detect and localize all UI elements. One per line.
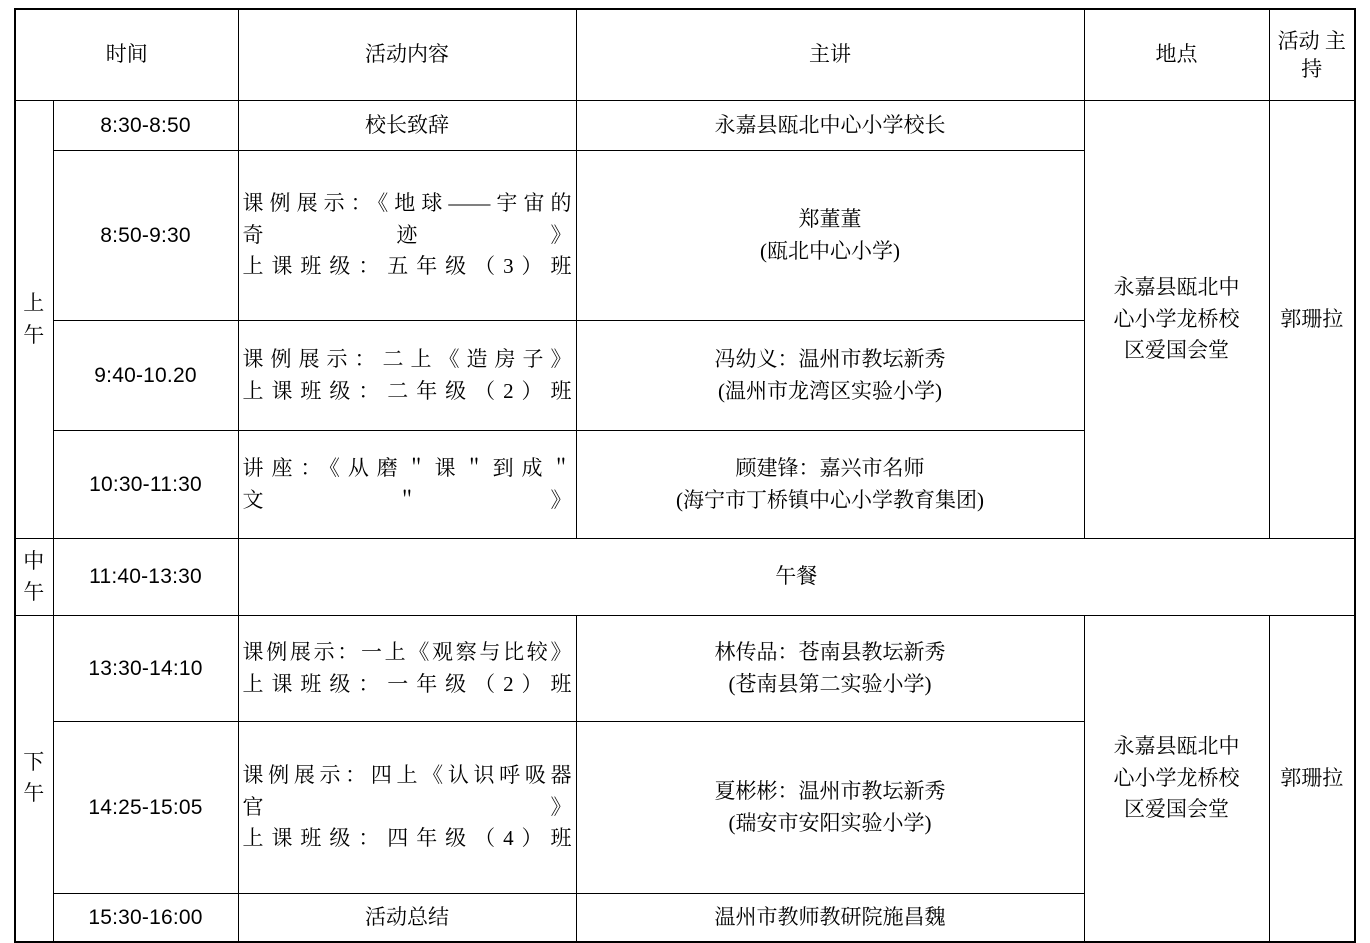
schedule-table: [14, 8, 1356, 943]
session-morning-line2: 午: [23, 322, 46, 347]
content-line: 上课班级：一年级（2）班: [242, 671, 572, 696]
cell-speaker: [576, 431, 1084, 539]
column-header-speaker: 主讲: [576, 9, 1084, 101]
session-morning-line1: 上: [23, 291, 46, 315]
content-line: 课例展示：二上《造房子》: [242, 347, 572, 371]
speaker-line: 林传品：苍南县教坛新秀: [714, 640, 946, 664]
cell-time: 8:50-9:30: [53, 151, 238, 321]
speaker-line: (海宁市丁桥镇中心小学教育集团): [676, 487, 984, 512]
content-line: 校长致辞: [365, 112, 449, 137]
content-line: 课例展示：四上《认识呼吸器: [242, 763, 572, 788]
column-header-content: 活动内容: [238, 9, 576, 101]
place-line1: 永嘉县瓯北中: [1113, 275, 1240, 300]
session-noon-line2: 午: [23, 580, 46, 604]
cell-place-afternoon: [1084, 616, 1269, 942]
table-header: [15, 9, 1355, 101]
place-line3: 区爱国会堂: [1124, 338, 1229, 363]
content-line: 课例展示：《地球——宇宙的: [242, 191, 572, 216]
cell-speaker: [576, 321, 1084, 431]
place-line3: 区爱国会堂: [1124, 797, 1229, 821]
table-row: [15, 616, 1355, 722]
header-row: [15, 9, 1355, 101]
place-line2: 心小学龙桥校: [1113, 765, 1240, 790]
content-line: 上课班级：四年级（4）班: [242, 826, 572, 851]
speaker-line: 永嘉县瓯北中心小学校长: [714, 112, 946, 137]
cell-content: [238, 722, 576, 894]
cell-content: [238, 894, 576, 942]
column-header-host: [1269, 9, 1355, 101]
cell-time: 11:40-13:30: [53, 539, 238, 616]
speaker-line: (温州市龙湾区实验小学): [718, 378, 942, 403]
speaker-line: 冯幼义：温州市教坛新秀: [714, 347, 946, 371]
speaker-line: 郑董董: [798, 207, 862, 231]
column-header-place: 地点: [1084, 9, 1269, 101]
table-row: [15, 101, 1355, 151]
cell-time: 15:30-16:00: [53, 894, 238, 942]
content-line: 课例展示：一上《观察与比较》: [242, 640, 572, 664]
speaker-line: 夏彬彬：温州市教坛新秀: [714, 779, 946, 803]
column-header-host-line2: 主持: [1301, 28, 1346, 81]
content-line: 文＂》: [242, 487, 572, 512]
cell-lunch: 午餐: [238, 539, 1355, 616]
place-line2: 心小学龙桥校: [1113, 306, 1240, 331]
cell-host-afternoon: 郭珊拉: [1269, 616, 1355, 942]
cell-time: 8:30-8:50: [53, 101, 238, 151]
cell-speaker: [576, 151, 1084, 321]
speaker-line: (苍南县第二实验小学): [728, 671, 932, 696]
cell-time: 10:30-11:30: [53, 431, 238, 539]
column-header-host-line1: 活动: [1277, 28, 1320, 53]
speaker-line: (瓯北中心小学): [760, 238, 900, 263]
session-afternoon-line1: 下: [23, 749, 46, 774]
cell-content: [238, 151, 576, 321]
session-afternoon-line2: 午: [23, 781, 46, 806]
session-label-noon: [15, 539, 53, 616]
content-line: 上课班级：二年级（2）班: [242, 378, 572, 403]
content-line: 官》: [242, 794, 572, 819]
cell-host-morning: 郭珊拉: [1269, 101, 1355, 539]
session-label-afternoon: [15, 616, 53, 942]
cell-content: [238, 101, 576, 151]
table-row: [15, 539, 1355, 616]
content-line: 讲座：《从磨＂课＂到成＂: [242, 456, 572, 480]
cell-speaker: [576, 616, 1084, 722]
cell-speaker: [576, 894, 1084, 942]
cell-time: 14:25-15:05: [53, 722, 238, 894]
session-noon-line1: 中: [23, 548, 46, 573]
cell-content: [238, 321, 576, 431]
speaker-line: (瑞安市安阳实验小学): [728, 810, 932, 835]
cell-time: 9:40-10.20: [53, 321, 238, 431]
cell-content: [238, 431, 576, 539]
content-line: 奇迹》: [242, 222, 572, 247]
content-line: 上课班级：五年级（3）班: [242, 254, 572, 279]
table-body: [15, 101, 1355, 942]
session-label-morning: [15, 101, 53, 539]
content-line: 活动总结: [365, 904, 449, 929]
cell-speaker: [576, 722, 1084, 894]
column-header-time: 时间: [15, 9, 238, 101]
cell-time: 13:30-14:10: [53, 616, 238, 722]
speaker-line: 顾建锋：嘉兴市名师: [735, 456, 925, 480]
cell-content: [238, 616, 576, 722]
speaker-line: 温州市教师教研院施昌魏: [714, 904, 946, 929]
cell-speaker: [576, 101, 1084, 151]
cell-place-morning: [1084, 101, 1269, 539]
place-line1: 永嘉县瓯北中: [1113, 734, 1240, 758]
